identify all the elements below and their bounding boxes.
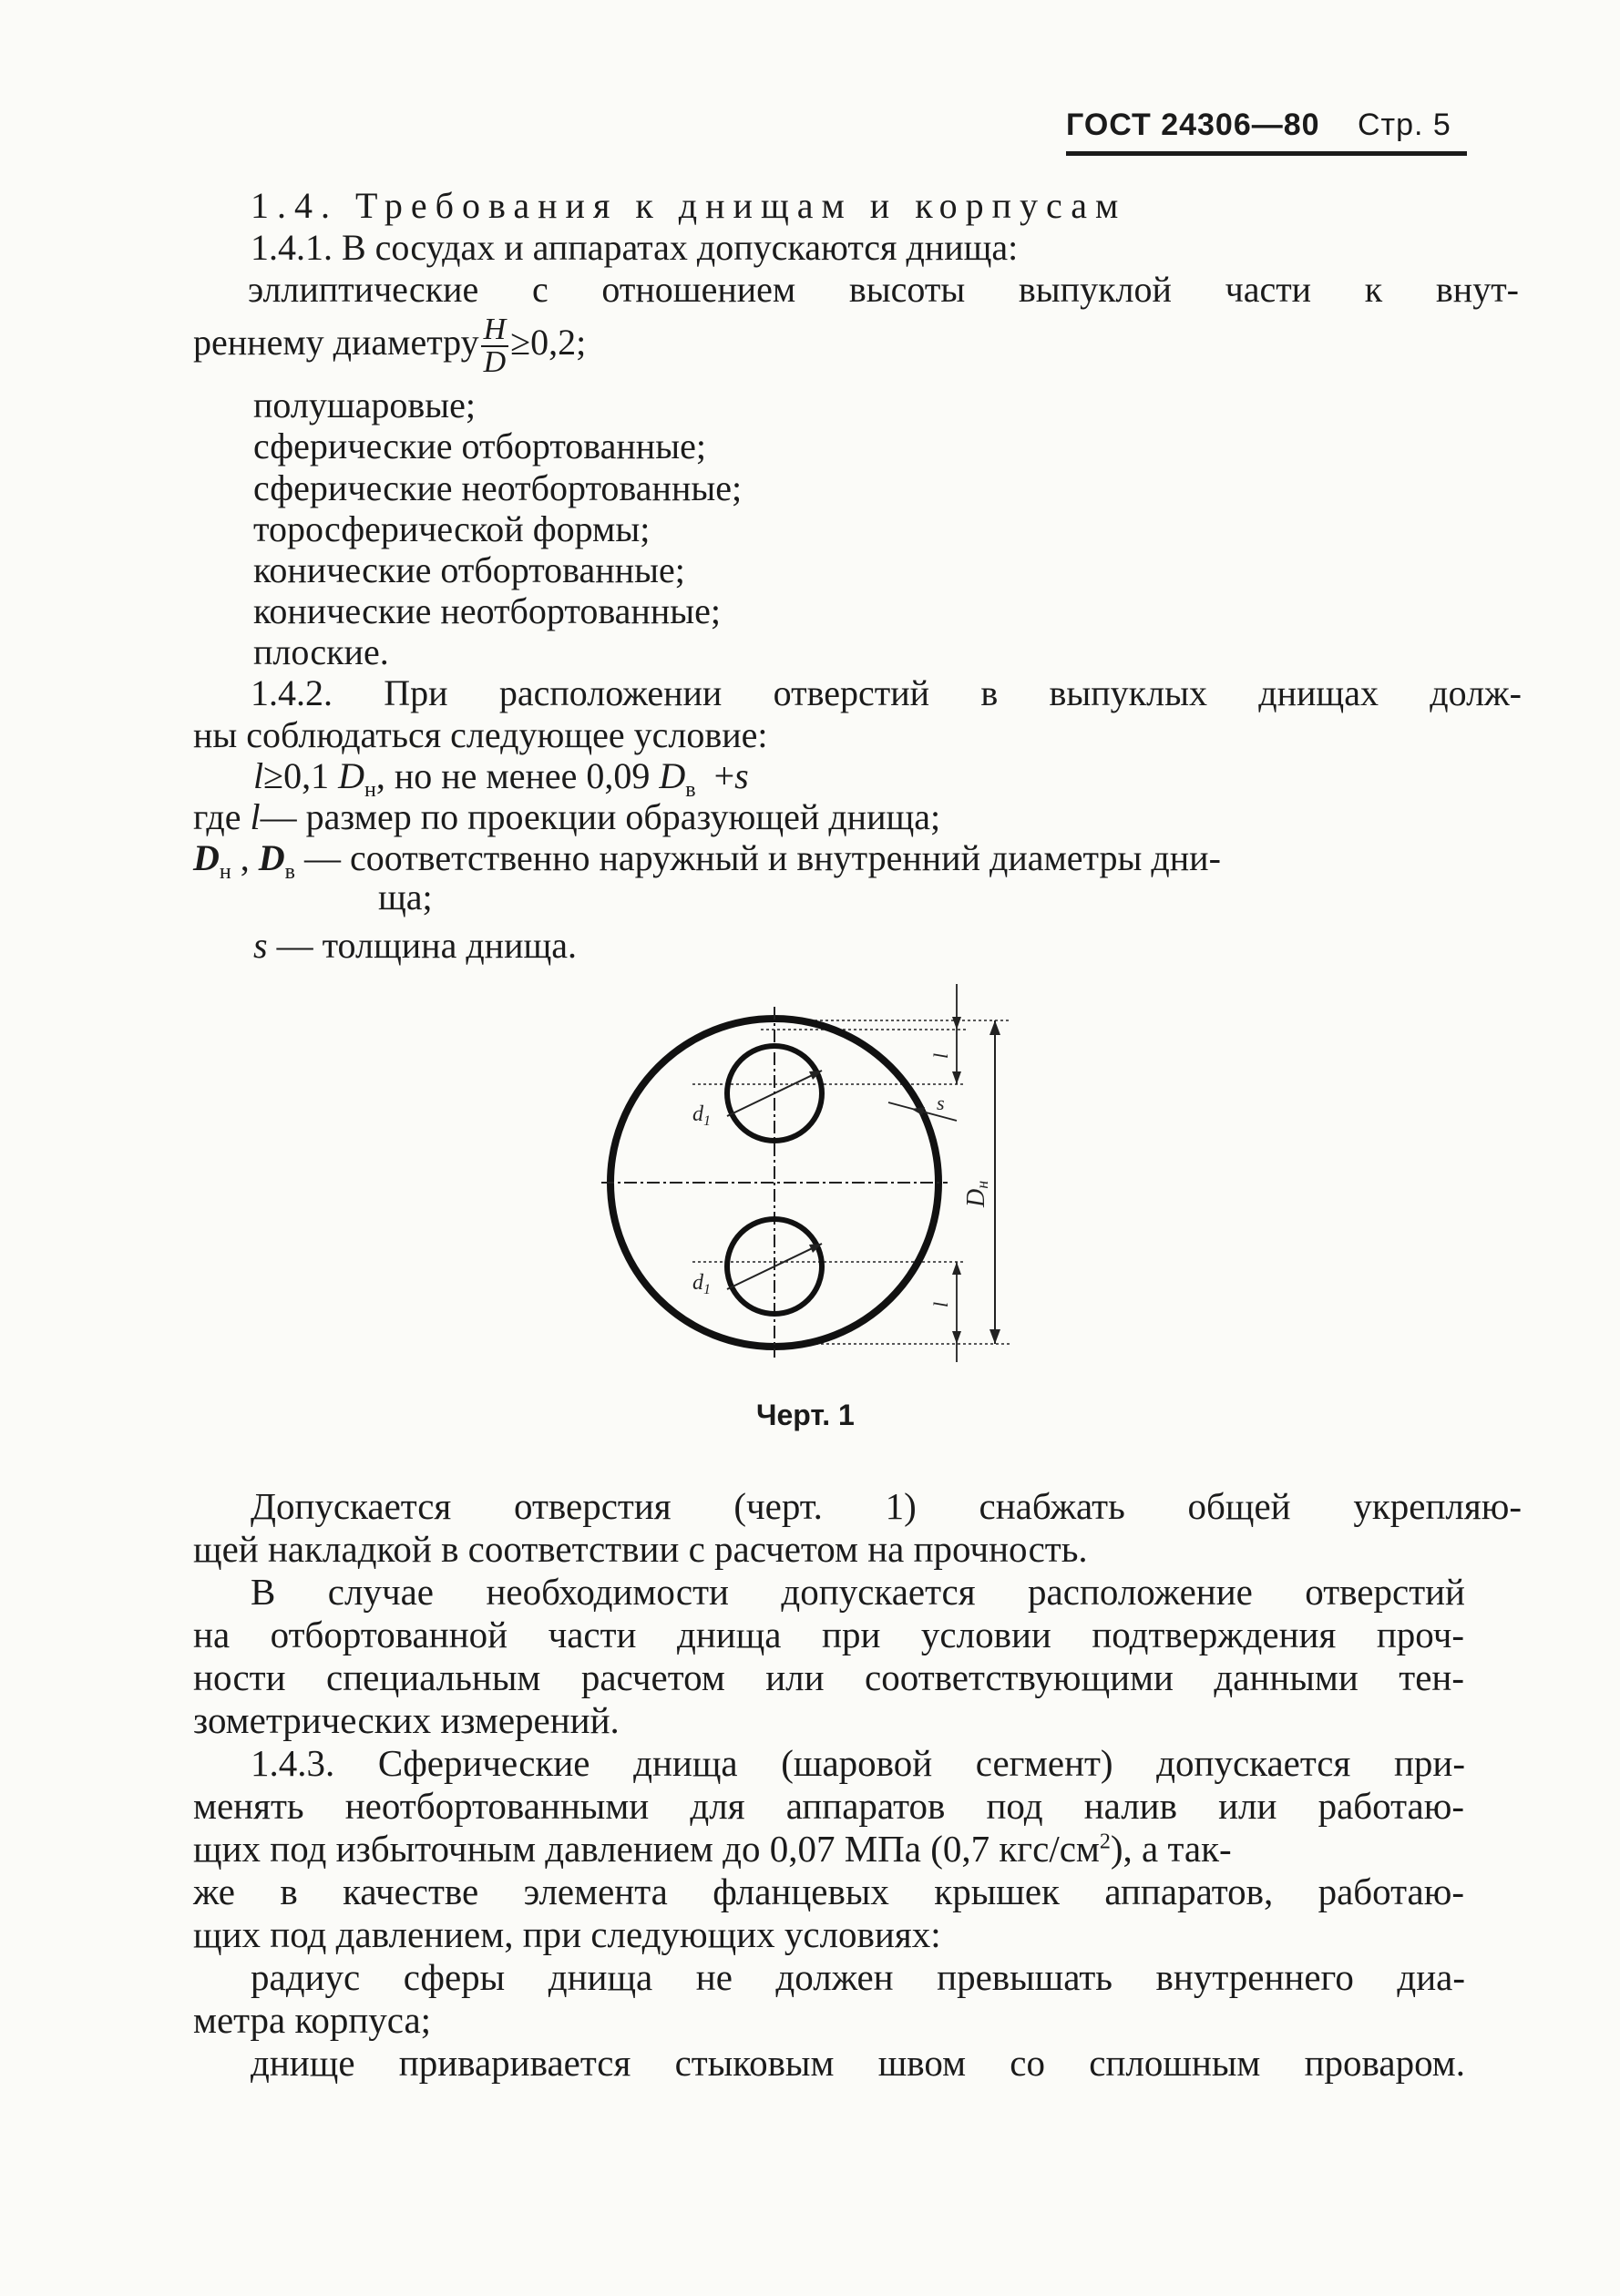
paragraph-1-line-1: Допускается отверстия (черт. 1) снабжать общей укрепляю- (251, 1485, 1522, 1527)
standard-number: ГОСТ 24306—80 (1066, 108, 1320, 142)
d1-top-label: $d_1$ (692, 1102, 711, 1129)
paragraph-3-line-2: менять неотбортованными для аппаратов под налив или работаю- (193, 1785, 1464, 1827)
thickness-text: — толщина днища. (276, 925, 578, 966)
dn-label: Dн (962, 1180, 991, 1207)
arrow-head (952, 1071, 961, 1084)
paragraph-5-line-1: днище приваривается стыковым швом со сплошным проваром. (251, 2042, 1465, 2084)
formula-dv: D (659, 755, 686, 796)
s-symbol: s (253, 925, 268, 966)
formula-dn: D (338, 755, 364, 796)
figure-caption: Черт. 1 (756, 1399, 855, 1431)
arrow-head (952, 1017, 961, 1030)
paragraph-3-line-5: щих под давлением, при следующих условиях: (193, 1913, 941, 1955)
l-top-label: l (929, 1052, 952, 1059)
formula-ge: ≥0,1 (263, 755, 330, 796)
list-item: плоские. (253, 631, 389, 672)
s-label: s (937, 1092, 945, 1114)
header-rule (1066, 151, 1467, 156)
formula-mid: , но не менее 0,09 (375, 755, 651, 796)
page-number: Стр. 5 (1358, 108, 1451, 142)
paragraph-4-line-2: метра корпуса; (193, 1999, 432, 2041)
paragraph-2-line-2: на отбортованной части днища при условии подтверждения проч- (193, 1614, 1464, 1655)
paragraph-3-line-1: 1.4.3. Сферические днища (шаровой сегмент) допускается при- (251, 1742, 1465, 1784)
head-holes-drawing (583, 975, 1039, 1367)
dv-symbol: D (258, 837, 285, 878)
dv-sub: в (284, 860, 295, 884)
where-l-line (193, 796, 941, 837)
section-1-4-1-intro: 1.4.1. В сосудах и аппаратах допускаются днища: (251, 227, 1019, 268)
hole-condition-formula (253, 755, 749, 802)
paragraph-4-line-1: радиус сферы днища не должен превышать внутреннего диа- (251, 1956, 1465, 1998)
d1-bottom-label: $d_1$ (692, 1271, 711, 1297)
list-item: сферические неотбортованные; (253, 467, 743, 508)
paragraph-3-line-3-sup: 2 (1099, 1830, 1111, 1854)
arrow-head (989, 1020, 1000, 1035)
diameters-line-2: ща; (378, 876, 433, 917)
dn-symbol: D (193, 837, 220, 878)
paragraph-2-line-3: ности специальным расчетом или соответствующими данными тен- (193, 1656, 1464, 1698)
section-1-4-2-line-1: 1.4.2. При расположении отверстий в выпуклых днищах долж- (251, 672, 1522, 713)
paragraph-2-line-4: зометрических измерений. (193, 1699, 620, 1741)
arrow-head (989, 1329, 1000, 1344)
elliptic-line-2 (193, 314, 586, 378)
list-item: торосферической формы; (253, 508, 651, 549)
dn-separator: , (240, 837, 250, 878)
list-item: полушаровые; (253, 384, 477, 425)
fraction-denominator: D (483, 345, 507, 379)
paragraph-3-line-3 (193, 1830, 1464, 1868)
dn-sub: н (219, 860, 231, 884)
where-l-symbol: l (250, 796, 261, 837)
elliptic-line-2-pre: реннему диаметру (193, 322, 479, 364)
paragraph-1-line-2: щей накладкой в соответствии с расчетом на прочность. (193, 1528, 1088, 1570)
elliptic-line-1: эллиптические с отношением высоты выпуклой части к внут- (248, 269, 1519, 310)
formula-l: l (253, 755, 264, 796)
arrow-head (952, 1262, 961, 1275)
formula-dn-sub: н (364, 778, 376, 802)
list-item: конические отбортованные; (253, 549, 685, 590)
list-item: сферические отбортованные; (253, 425, 706, 466)
arrow-head (952, 1331, 961, 1344)
diameters-text: — соответственно наружный и внутренний диаметры дни- (303, 837, 1221, 878)
elliptic-line-2-post: ≥0,2; (510, 322, 587, 364)
paragraph-3-line-3-pre: щих под избыточным давлением до 0,07 МПа (0,7 кгс/см (193, 1828, 1100, 1870)
list-item: конические неотбортованные; (253, 590, 721, 631)
thickness-line (253, 925, 578, 966)
ratio-fraction (481, 314, 509, 378)
formula-s: s (734, 755, 749, 796)
fraction-numerator: H (481, 314, 509, 347)
paragraph-2-line-1: В случае необходимости допускается расположение отверстий (251, 1571, 1465, 1613)
section-1-4-2-line-2: ны соблюдаться следующее условие: (193, 714, 768, 755)
diameters-line (193, 837, 1221, 884)
section-title: 1.4. Требования к днищам и корпусам (251, 185, 1127, 226)
where-l-text: — размер по проекции образующей днища; (260, 796, 941, 837)
formula-plus: + (713, 755, 735, 796)
paragraph-3-line-3-post: ), а так- (1110, 1828, 1232, 1870)
paragraph-3-line-4: же в качестве элемента фланцевых крышек аппаратов, работаю- (193, 1871, 1464, 1912)
formula-dv-sub: в (685, 778, 696, 802)
where-prefix: где (193, 796, 241, 837)
l-bottom-label: l (929, 1301, 952, 1307)
